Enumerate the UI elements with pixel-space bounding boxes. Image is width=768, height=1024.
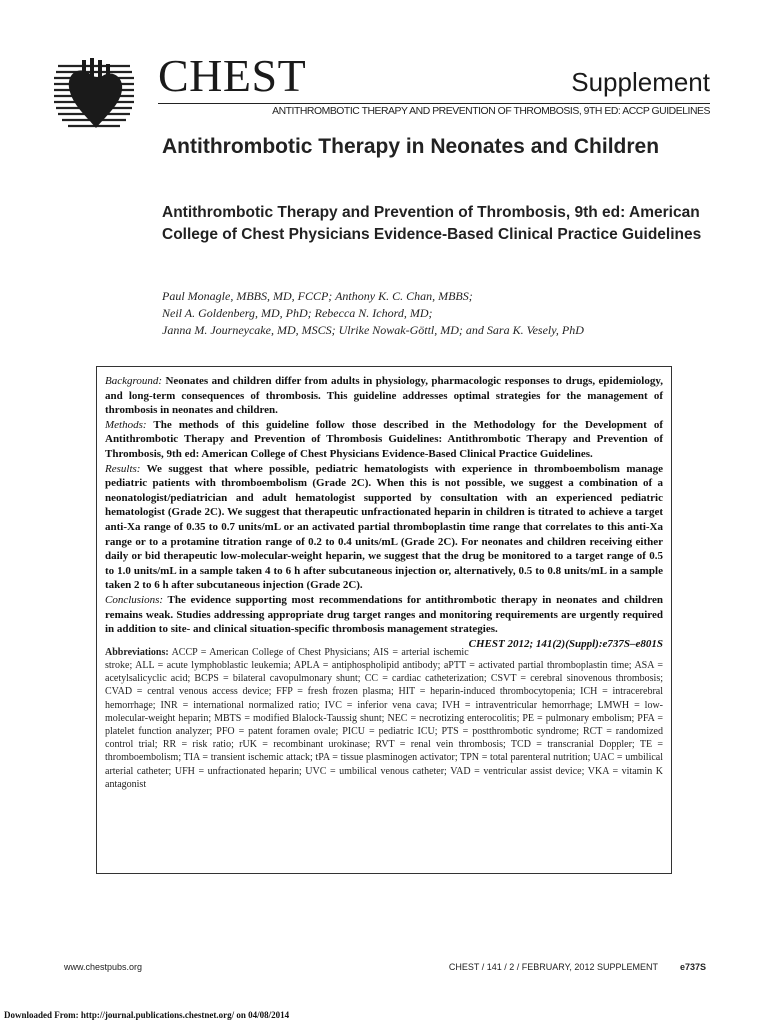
article-title: Antithrombotic Therapy in Neonates and Children (162, 135, 660, 158)
page-number: e737S (679, 962, 706, 972)
conclusions-text: The evidence supporting most recommendations for antithrombotic therapy in neonates and children remains weak. Studies addressing appropriate drug target ranges and monitoring requirements are urgently required in addition to site- and clinical situation-specific thrombosis management strategies. (105, 593, 663, 636)
abstract-methods (105, 418, 663, 462)
author-line: Janna M. Journeycake, MD, MSCS; Ulrike Nowak-Göttl, MD; and Sara K. Vesely, PhD (162, 323, 584, 337)
website-link[interactable]: www.chestpubs.org (64, 962, 143, 972)
journal-name: CHEST (158, 50, 307, 101)
heart-logo-icon (52, 54, 136, 138)
abstract-background (105, 374, 663, 418)
issue-info (449, 962, 706, 972)
download-notice: Downloaded From: http://journal.publications.chestnet.org/ on 04/08/2014 (4, 1010, 290, 1020)
author-list (162, 288, 702, 339)
article-subtitle: Antithrombotic Therapy and Prevention of Thrombosis, 9th ed: American College of Chest Physicians Evidence-Based Clinical Practice Guidelines (162, 204, 702, 243)
series-title: ANTITHROMBOTIC THERAPY AND PREVENTION OF THROMBOSIS, 9TH ED: ACCP GUIDELINES (272, 106, 710, 117)
methods-label: Methods: (105, 418, 147, 431)
citation: CHEST 2012; 141(2)(Suppl):e737S–e801S (468, 637, 663, 650)
abbreviations-label: Abbreviations: (105, 646, 169, 658)
conclusions-label: Conclusions: (105, 593, 164, 606)
issue-text: CHEST / 141 / 2 / FEBRUARY, 2012 SUPPLEMENT (448, 962, 658, 972)
author-line: Neil A. Goldenberg, MD, PhD; Rebecca N. Ichord, MD; (162, 306, 433, 320)
header-rule (158, 103, 710, 104)
background-text: Neonates and children differ from adults in physiology, pharmacologic responses to drugs, epidemiology, and long-term consequences of thrombosis. This guideline addresses optimal strategies for the management of thrombosis in neonates and children. (105, 375, 663, 417)
abbreviations-text: ACCP = American College of Chest Physicians; AIS = arterial ischemic stroke; ALL = acute lymphoblastic leukemia; APLA = antiphospholipid antibody; aPTT = activated partial thromboplastin time; ASA = acetylsalicyclic acid; BCPS = bilateral cavopulmonary shunt; CC = cardiac catheterization; CSVT = cerebral sinovenous thrombosis; CVAD = central venous access device; FFP = fresh frozen plasma; HIT = heparin-induced thrombocytopenia; ICH = intracerebral hemorrhage; INR = international normalized ratio; IVC = inferior vena cava; IVH = intraventricular hemorrhage; LMWH = low-molecular-weight heparin; MBTS = modified Blalock-Taussig shunt; NEC = necrotizing enterocolitis; PE = pulmonary embolism; PFA = platelet function analyzer; PFO = patent foramen ovale; PICU = pediatric ICU; PTS = postthrombotic syndrome; RCT = randomized control trial; RR = risk ratio; rUK = recombinant urokinase; RVT = renal vein thrombosis; TCD = transcranial Doppler; TE = thromboembolism; TIA = transient ischemic attack; tPA = tissue plasminogen activator; TPN = total parenteral nutrition; UAC = umbilical arterial catheter; UFH = unfractionated heparin; UVC = umbilical venous catheter; VAD = ventricular assist device; VKA = vitamin K antagonist (105, 646, 663, 790)
background-label: Background: (105, 375, 163, 387)
author-line: Paul Monagle, MBBS, MD, FCCP; Anthony K. C. Chan, MBBS; (162, 289, 473, 303)
abstract-conclusions (105, 593, 663, 650)
abstract-results (105, 462, 663, 593)
methods-text: The methods of this guideline follow those described in the Methodology for the Development of Antithrombotic Therapy and Prevention of Thrombosis Guidelines: Antithrombotic Therapy and Prevention of Thrombosis, 9th ed: American College of Chest Physicians Evidence-Based Clinical Practice Guidelines. (105, 418, 663, 460)
results-text: We suggest that where possible, pediatric hematologists with experience in thromboembolism manage pediatric patients with thromboembolism (Grade 2C). When this is not possible, we suggest a combination of a neonatologist/pediatrician and adult hematologist supported by consultation with an experienced pediatric hematologist (Grade 2C). We suggest that therapeutic unfractionated heparin in children is titrated to achieve a target anti-Xa range of 0.35 to 0.7 units/mL or an activated partial thromboplastin time range that correlates to this anti-Xa range or to a protamine titration range of 0.2 to 0.4 units/mL (Grade 2C). For neonates and children receiving either daily or bid therapeutic low-molecular-weight heparin, we suggest that the drug be monitored to a target range of 0.5 to 1.0 units/mL in a sample taken 4 to 6 h after subcutaneous injection or, alternatively, 0.5 to 0.8 units/mL in a sample taken 2 to 6 h after subcutaneous injection (Grade 2C). (105, 462, 663, 592)
abbreviations (105, 646, 663, 791)
abstract-box (96, 366, 672, 874)
supplement-label: Supplement (571, 67, 710, 97)
results-label: Results: (105, 462, 141, 475)
